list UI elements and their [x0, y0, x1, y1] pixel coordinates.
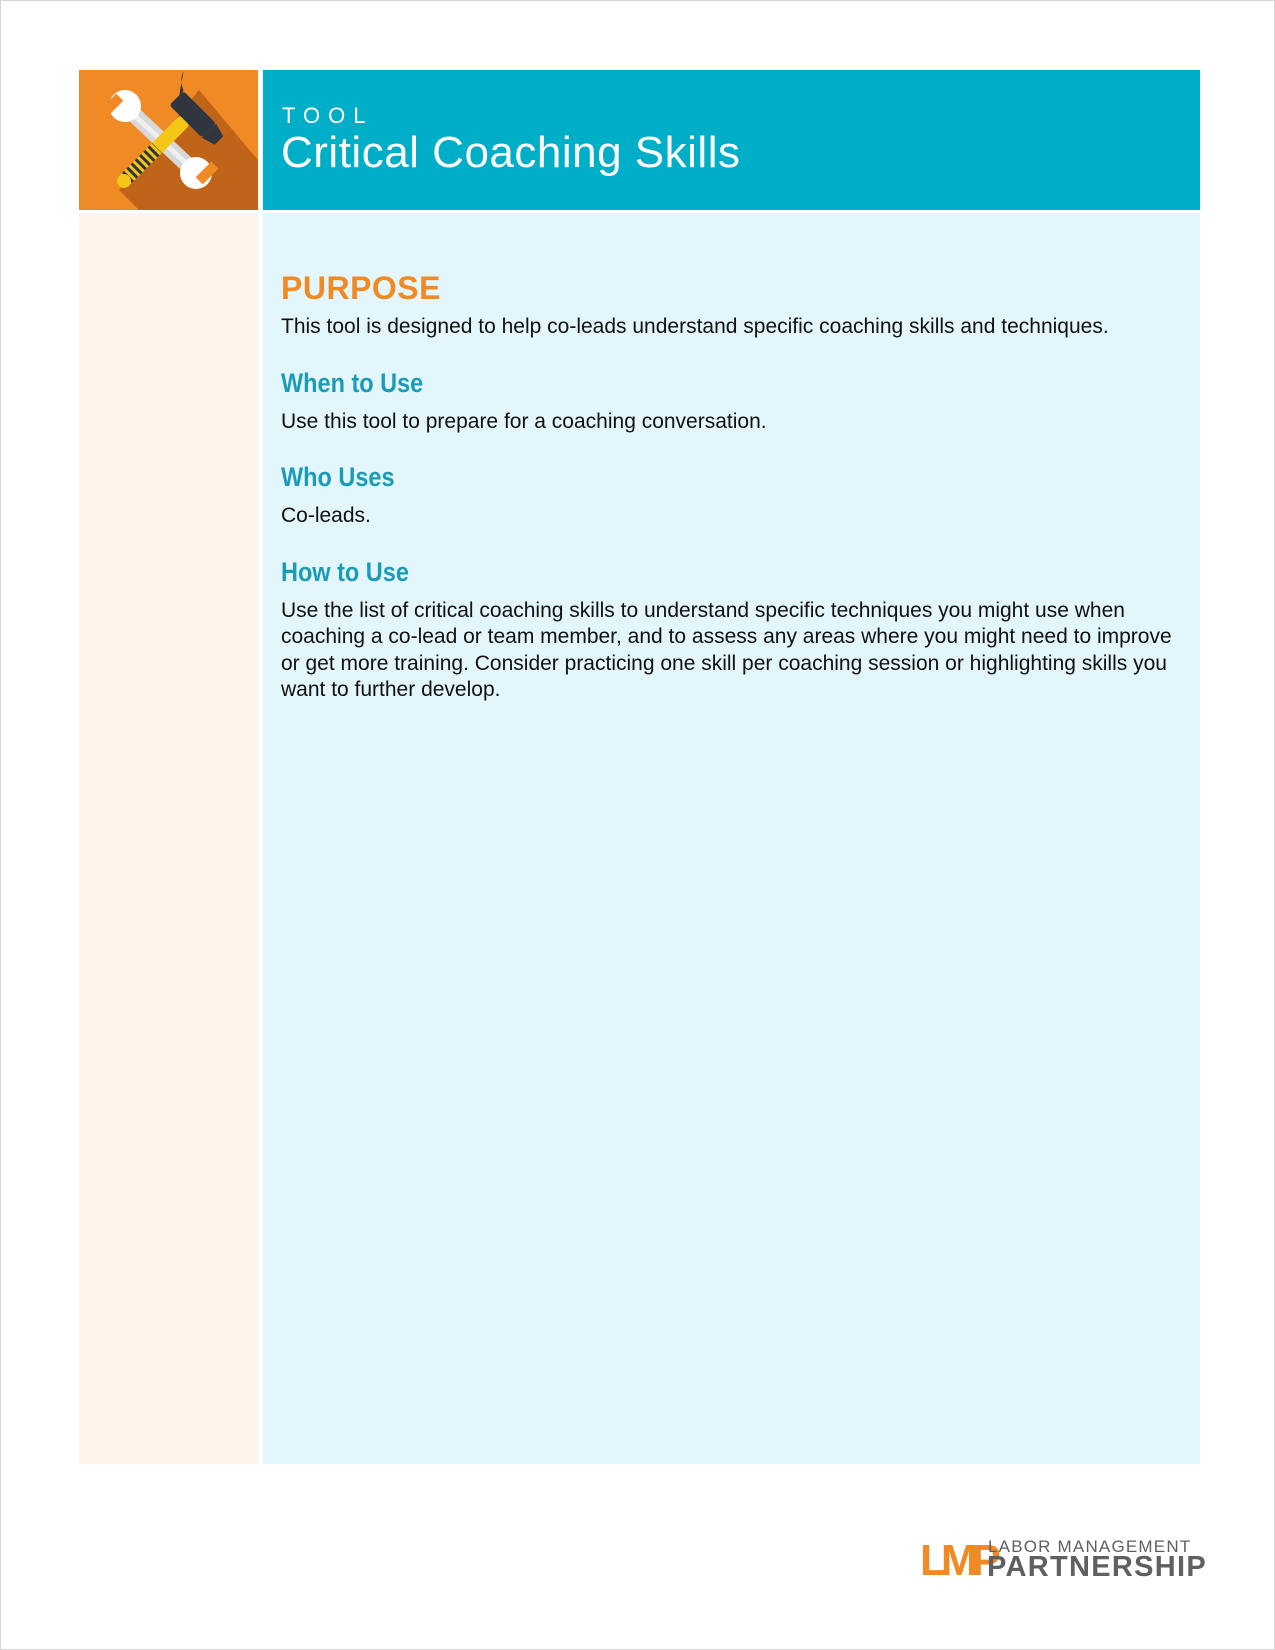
logo-line1: LABOR MANAGEMENT: [988, 1537, 1192, 1556]
main-panel: [263, 213, 1200, 1464]
side-column: [79, 213, 258, 1464]
how-to-use-text: Use the list of critical coaching skills to understand specific techniques you might use when coaching a co-lead or team member, and to assess any areas where you might need to improve or get more training. Consider practicing one skill per coaching session or highlighting skills you want to further develop.: [281, 598, 1172, 701]
hammer-wrench-icon: [79, 70, 258, 210]
header-bar: [263, 70, 1200, 210]
purpose-text: This tool is designed to help co-leads understand specific coaching skills and techniques.: [281, 315, 1109, 338]
when-to-use-text: Use this tool to prepare for a coaching conversation.: [281, 409, 767, 433]
header-eyebrow: TOOL: [282, 103, 374, 128]
who-uses-text: Co-leads.: [281, 504, 371, 527]
page-title: Critical Coaching Skills: [281, 128, 741, 177]
how-to-use-heading: How to Use: [281, 556, 409, 587]
content: [281, 270, 1181, 704]
who-uses-heading: Who Uses: [281, 462, 395, 492]
purpose-heading: PURPOSE: [281, 270, 441, 306]
when-to-use-heading: When to Use: [281, 367, 424, 398]
tool-icon-box: [79, 70, 258, 210]
lmp-logo-mark: [920, 1535, 995, 1585]
lmp-logo: [920, 1535, 1208, 1585]
logo-line2: PARTNERSHIP: [987, 1551, 1208, 1583]
logo-mark-text: LMP: [920, 1536, 995, 1585]
